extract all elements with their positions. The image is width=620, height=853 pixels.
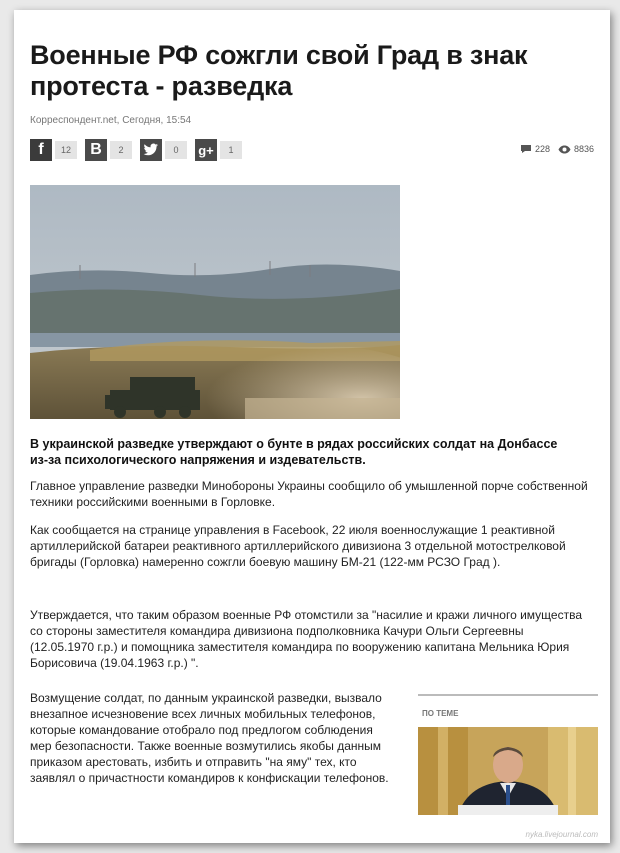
share-googleplus[interactable] xyxy=(195,139,242,161)
article-paragraph: Утверждается, что таким образом военные РФ отомстили за "насилие и кражи личного имущества со стороны заместителя командира дивизиона подполковника Качури Ольги Сергеевны (12.05.1970 г.р.) и помощника заместителя командира по вооружению капитана Мельника Юрия Борисовича (19.04.1963 г.р.) ". xyxy=(30,608,582,670)
article-photo xyxy=(30,185,400,419)
article-lead: В украинской разведке утверждают о бунте в рядах российских солдат на Донбассе из-за психологического напряжения и издевательств. xyxy=(30,437,558,467)
share-count: 2 xyxy=(110,141,132,159)
comments-stat[interactable] xyxy=(520,144,550,154)
article-card xyxy=(14,10,610,843)
share-count: 0 xyxy=(165,141,187,159)
article-stats xyxy=(512,144,594,154)
share-vkontakte[interactable] xyxy=(85,139,132,161)
related-photo[interactable] xyxy=(418,727,598,815)
article-paragraph: Возмущение солдат, по данным украинской разведки, вызвало внезапное исчезновение всех личных мобильных телефонов, которые командование отобрало под предлогом соблюдения мер безопасности. Также военные возмутились якобы данным приказом арестовать, избить и отправить "на яму" тех, кто заявлял о причастности командиров к конфискации телефонов. xyxy=(30,691,389,785)
eye-icon xyxy=(558,145,571,154)
share-facebook[interactable] xyxy=(30,139,77,161)
share-bar xyxy=(30,138,250,162)
comments-count: 228 xyxy=(534,144,550,154)
comment-icon xyxy=(520,144,532,154)
watermark: nykа.livejournal.com xyxy=(525,830,598,839)
related-label: ПО ТЕМЕ xyxy=(422,709,459,718)
share-count: 12 xyxy=(55,141,77,159)
article-title: Военные РФ сожгли свой Град в знак протеста - разведка xyxy=(30,40,528,101)
related-divider xyxy=(418,694,598,696)
related-block[interactable] xyxy=(418,694,598,815)
article-meta: Корреспондент.net, Сегодня, 15:54 xyxy=(30,115,192,126)
views-stat xyxy=(558,144,594,154)
twitter-icon[interactable] xyxy=(140,139,162,161)
article-paragraph: Главное управление разведки Минобороны Украины сообщило об умышленной порче собственной техники российскими военными в Горловке. xyxy=(30,479,588,509)
article-paragraph: Как сообщается на странице управления в Facebook, 22 июля военнослужащие 1 реактивной артиллерийской батареи реактивного артиллерийского дивизиона 3 отдельной мотострелковой бригады (Горловка) намеренно сожгли боевую машину БМ-21 (122-мм РСЗО Град ). xyxy=(30,523,566,569)
vk-icon[interactable]: B xyxy=(85,139,107,161)
share-count: 1 xyxy=(220,141,242,159)
views-count: 8836 xyxy=(573,144,594,154)
facebook-icon[interactable]: f xyxy=(30,139,52,161)
share-twitter[interactable] xyxy=(140,139,187,161)
googleplus-icon[interactable]: g+ xyxy=(195,139,217,161)
